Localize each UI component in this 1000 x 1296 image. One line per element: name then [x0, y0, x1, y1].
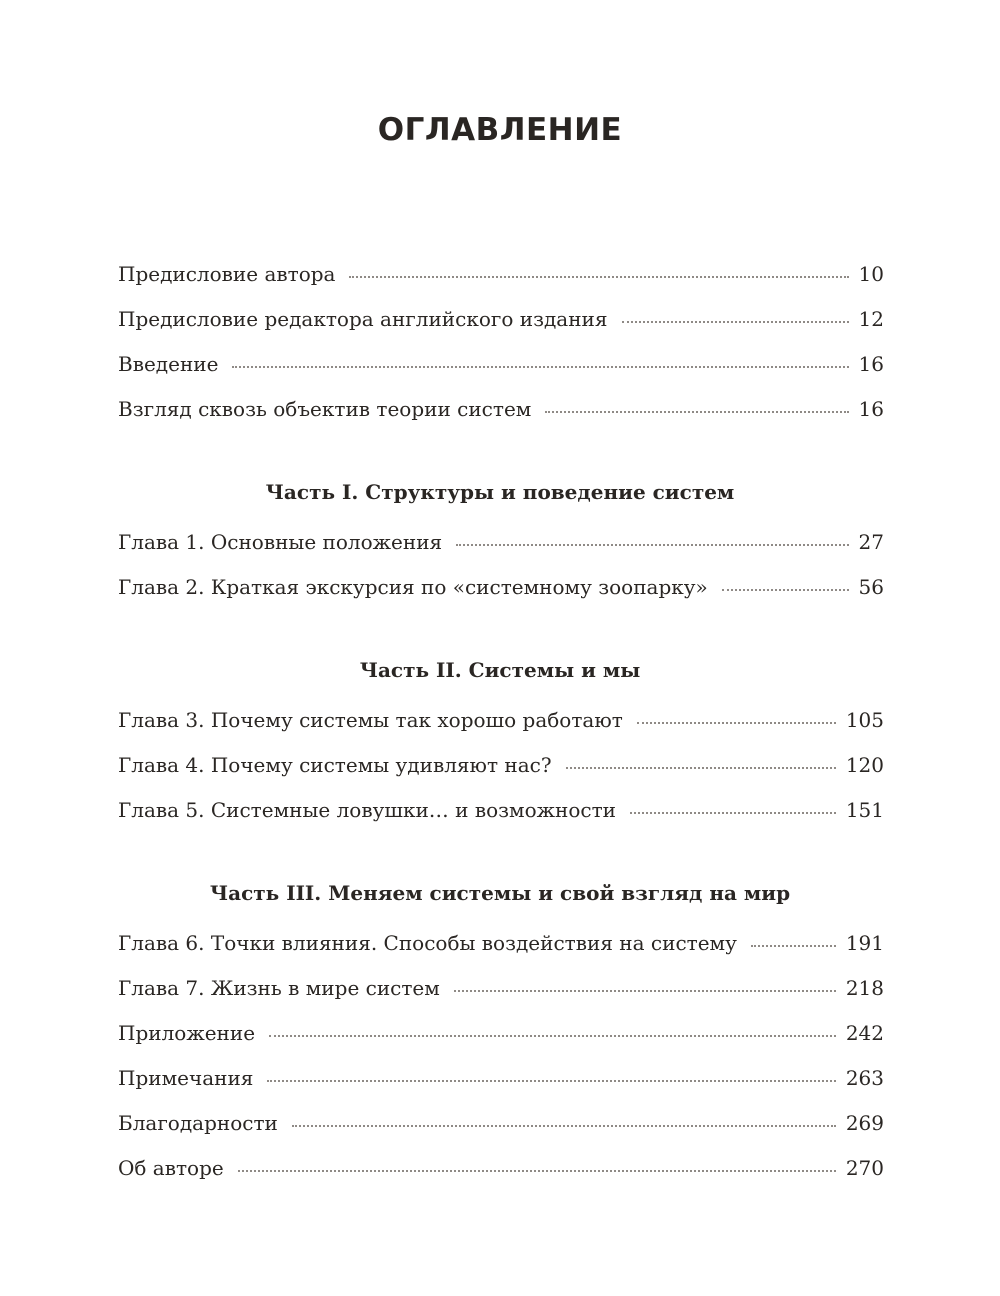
toc-entry-chapter-3[interactable] — [118, 703, 884, 737]
part-2-heading: Часть II. Системы и мы — [359, 658, 641, 682]
toc-entry-page: 263 — [845, 1066, 884, 1090]
toc-entry-page: 270 — [845, 1156, 884, 1180]
toc-entry-label: Глава 6. Точки влияния. Способы воздействия на систему — [118, 931, 737, 955]
dot-leader — [454, 989, 836, 992]
dot-leader — [292, 1124, 836, 1127]
toc-entry-chapter-6[interactable] — [118, 926, 884, 960]
toc-entry-page: 12 — [858, 307, 884, 331]
dot-leader — [722, 588, 849, 591]
dot-leader — [456, 543, 848, 546]
toc-entry-chapter-5[interactable] — [118, 793, 884, 827]
toc-entry-chapter-7[interactable] — [118, 971, 884, 1005]
toc-entry-page: 120 — [845, 753, 884, 777]
toc-entry-label: Примечания — [118, 1066, 254, 1090]
toc-entry-chapter-1[interactable] — [118, 525, 884, 559]
toc-entry-label: Глава 3. Почему системы так хорошо работают — [118, 708, 623, 732]
toc-entry-page: 151 — [845, 798, 884, 822]
toc-entry-label: Приложение — [118, 1021, 256, 1045]
toc-entry-chapter-4[interactable] — [118, 748, 884, 782]
toc-entry-page: 269 — [845, 1111, 884, 1135]
toc-entry-page: 242 — [845, 1021, 884, 1045]
toc-entry-page: 16 — [858, 397, 884, 421]
dot-leader — [622, 320, 849, 323]
toc-entry-appendix[interactable] — [118, 1016, 884, 1050]
dot-leader — [232, 365, 848, 368]
toc-entry-page: 10 — [858, 262, 884, 286]
dot-leader — [751, 944, 836, 947]
toc-entry-page: 218 — [845, 976, 884, 1000]
toc-entry-acknowledgements[interactable] — [118, 1106, 884, 1140]
dot-leader — [566, 766, 836, 769]
toc-entry-page: 56 — [858, 575, 884, 599]
toc-entry-page: 191 — [845, 931, 884, 955]
toc-entry-about-author[interactable] — [118, 1151, 884, 1185]
dot-leader — [269, 1034, 836, 1037]
toc-entry-label: Глава 2. Краткая экскурсия по «системному зоопарку» — [118, 575, 708, 599]
toc-entry-label: Глава 4. Почему системы удивляют нас? — [118, 753, 552, 777]
dot-leader — [238, 1169, 836, 1172]
toc-entry-label: Взгляд сквозь объектив теории систем — [118, 397, 532, 421]
dot-leader — [630, 811, 836, 814]
dot-leader — [545, 410, 848, 413]
toc-entry-label: Глава 5. Системные ловушки… и возможности — [118, 798, 616, 822]
dot-leader — [267, 1079, 835, 1082]
toc-entry-page: 105 — [845, 708, 884, 732]
toc-entry-label: Предисловие редактора английского издания — [118, 307, 608, 331]
toc-entry-notes[interactable] — [118, 1061, 884, 1095]
toc-entry-label: Об авторе — [118, 1156, 224, 1180]
part-1-heading: Часть I. Структуры и поведение систем — [265, 480, 735, 504]
toc-entry-systems-lens[interactable] — [118, 392, 884, 426]
toc-entry-page: 27 — [858, 530, 884, 554]
dot-leader — [349, 275, 848, 278]
toc-entry-label: Глава 7. Жизнь в мире систем — [118, 976, 440, 1000]
part-3-heading: Часть III. Меняем системы и свой взгляд на мир — [209, 881, 791, 905]
toc-entry-author-preface[interactable] — [118, 257, 884, 291]
page-title: ОГЛАВЛЕНИЕ — [377, 112, 623, 148]
toc-entry-editor-preface[interactable] — [118, 302, 884, 336]
toc-entry-label: Введение — [118, 352, 219, 376]
toc-entry-label: Предисловие автора — [118, 262, 336, 286]
dot-leader — [637, 721, 836, 724]
toc-entry-introduction[interactable] — [118, 347, 884, 381]
toc-entry-label: Глава 1. Основные положения — [118, 530, 443, 554]
toc-entry-label: Благодарности — [118, 1111, 278, 1135]
toc-entry-chapter-2[interactable] — [118, 570, 884, 604]
toc-entry-page: 16 — [858, 352, 884, 376]
